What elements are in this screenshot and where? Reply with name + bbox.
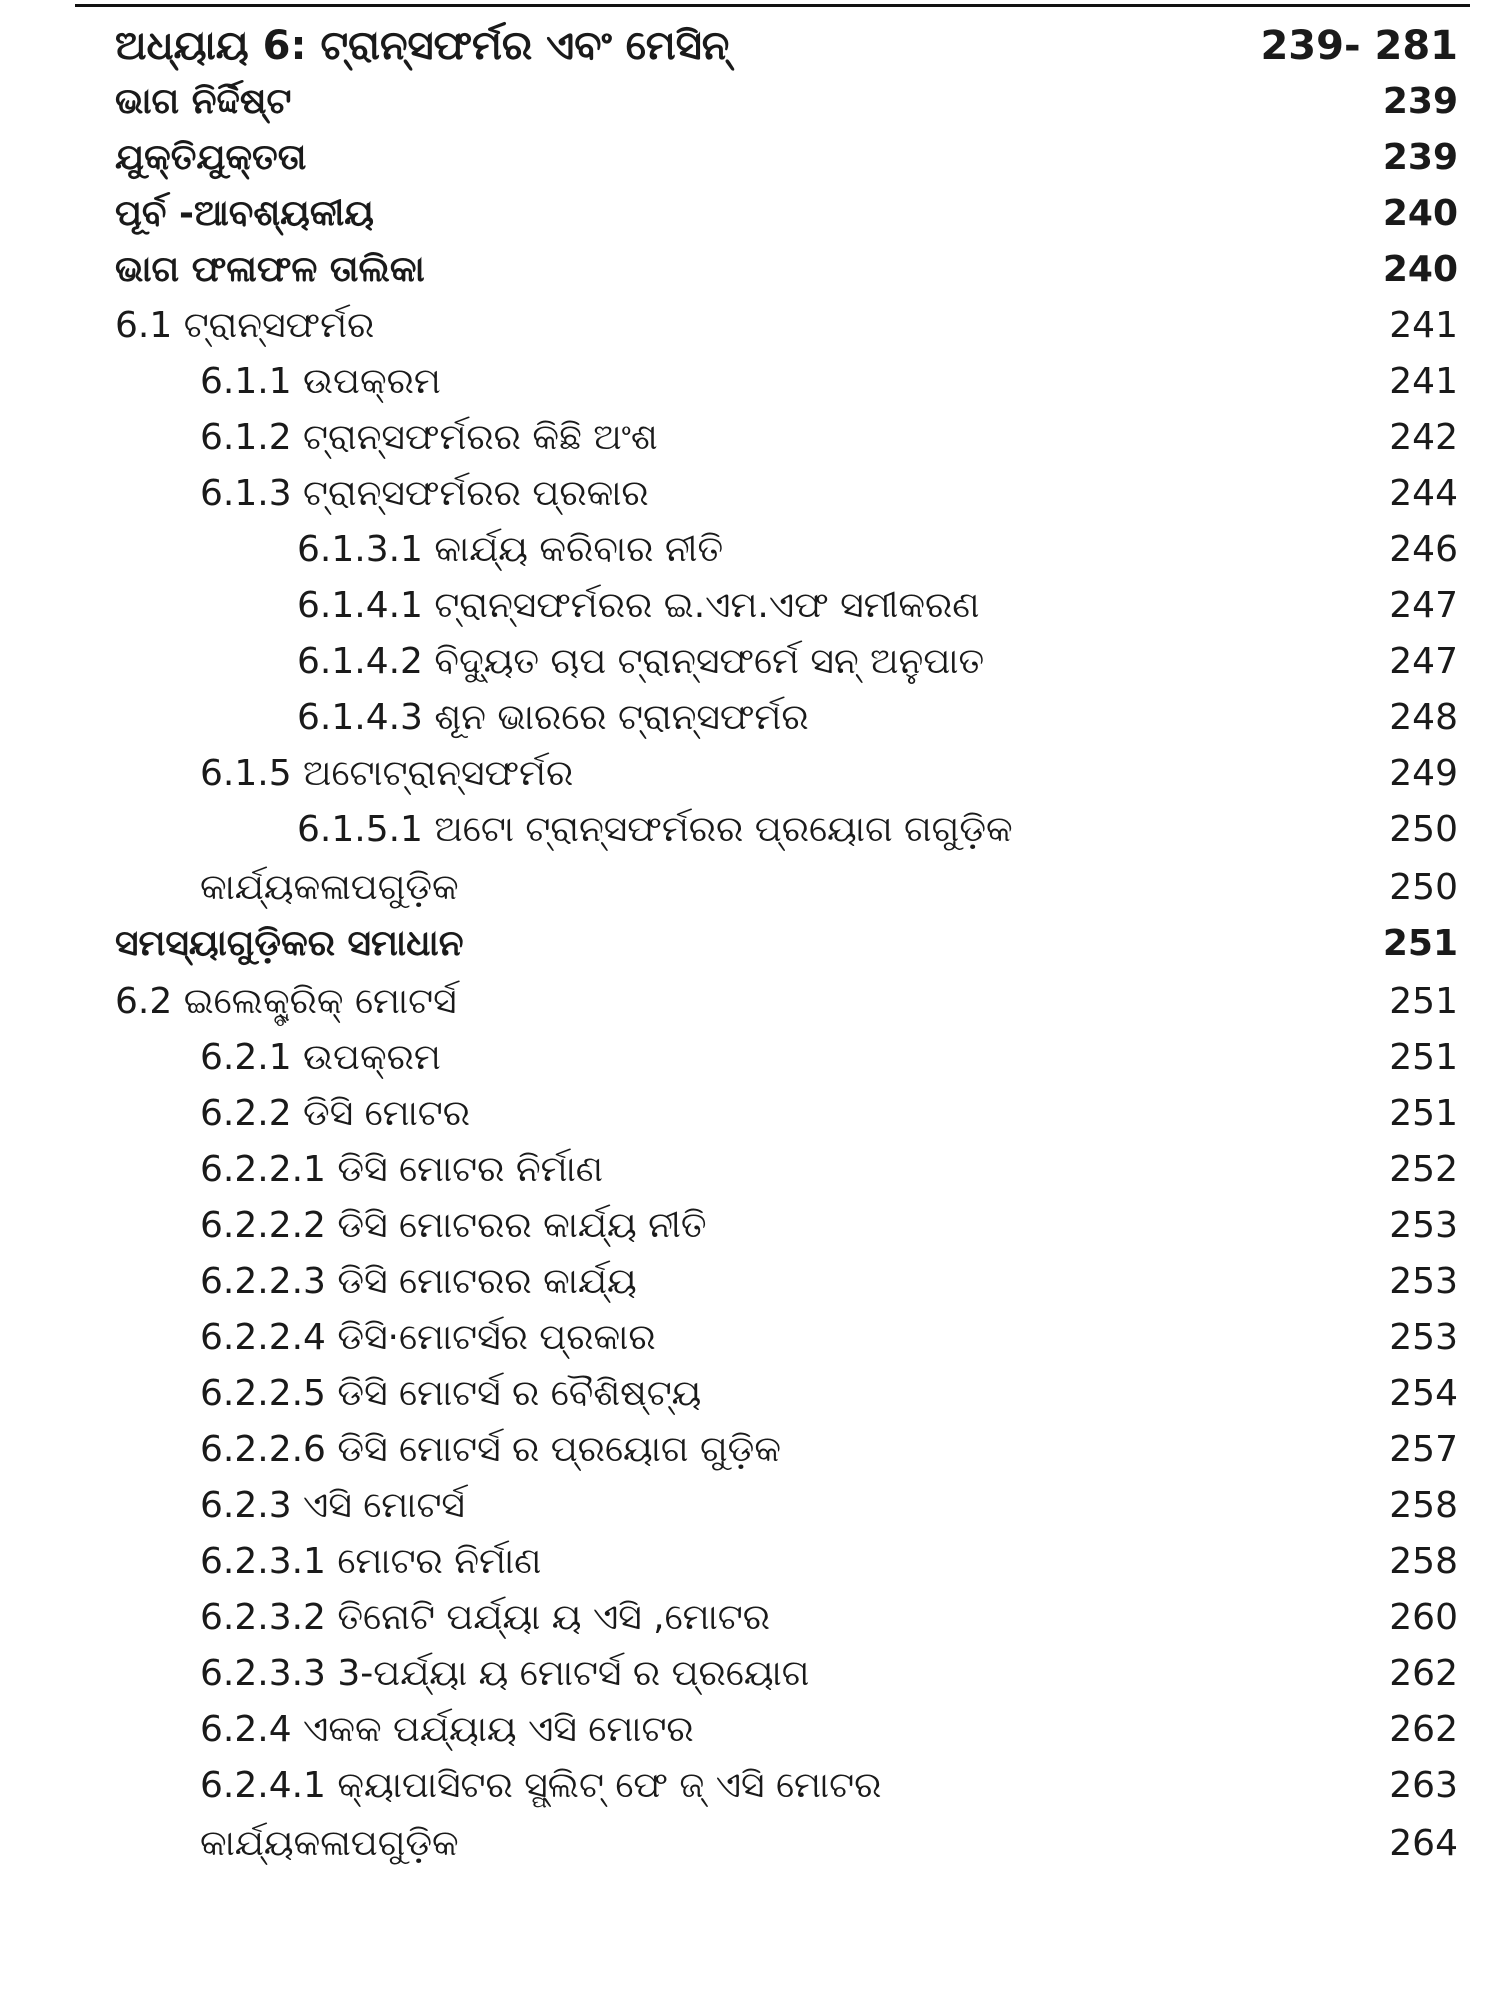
toc-entry <box>0 802 1500 858</box>
toc-entry <box>0 1142 1500 1198</box>
top-rule <box>75 4 1470 7</box>
toc-entry <box>0 1646 1500 1702</box>
toc-entry-label: 6.2.2 ଡିସି ମୋଟର <box>200 1093 471 1134</box>
toc-entry-page: 252 <box>1389 1149 1458 1190</box>
toc-entry <box>0 578 1500 634</box>
toc-entry-page: 258 <box>1389 1541 1458 1582</box>
toc-entry-page: 248 <box>1389 697 1458 738</box>
toc-entry <box>0 634 1500 690</box>
toc-entry-label: 6.2.1 ଉପକ୍ରମ <box>200 1037 441 1078</box>
toc-entry <box>0 130 1500 186</box>
toc-entry-label: ଭାଗ ଫଳାଫଳ ତାଲିକା <box>115 249 425 290</box>
toc-entry-label: 6.2.2.6 ଡିସି ମୋଟର୍ସ ର ପ୍ରୟୋଗ ଗୁଡ଼ିକ <box>200 1429 781 1470</box>
toc-entry-page: 253 <box>1389 1261 1458 1302</box>
toc-entry <box>0 690 1500 746</box>
toc-entry-label: 6.1.4.3 ଶୂନ ଭାରରେ ଟ୍ରାନ୍ସଫର୍ମର <box>297 697 809 738</box>
toc-entry-page: 251 <box>1389 1093 1458 1134</box>
chapter-title: ଅଧ୍ୟାୟ 6: ଟ୍ରାନ୍ସଫର୍ମର ଏବଂ ମେସିନ୍ <box>115 23 730 69</box>
toc-entry <box>0 974 1500 1030</box>
toc-entry-label: ଭାଗ ନିର୍ଦ୍ଦିଷ୍ଟ <box>115 81 292 122</box>
toc-entry-page: 262 <box>1389 1709 1458 1750</box>
toc-entry <box>0 1366 1500 1422</box>
toc-entry-label: 6.1 ଟ୍ରାନ୍ସଫର୍ମର <box>115 305 375 346</box>
toc-entry-label: 6.1.1 ଉପକ୍ରମ <box>200 361 441 402</box>
toc-entry <box>0 916 1500 972</box>
toc-entry-page: 240 <box>1382 249 1458 290</box>
chapter-page-range: 239- 281 <box>1260 23 1458 69</box>
toc-entry <box>0 1702 1500 1758</box>
toc-entry-label: 6.1.4.2 ବିଦ୍ୟୁତ ଚାପ ଟ୍ରାନ୍ସଫର୍ମେ ସନ୍ ଅନୁପାତ <box>297 641 985 682</box>
toc-entry <box>0 1758 1500 1814</box>
toc-entry-page: 254 <box>1389 1373 1458 1414</box>
toc-entry <box>0 1534 1500 1590</box>
toc-entry <box>0 1478 1500 1534</box>
toc-entry-page: 246 <box>1389 529 1458 570</box>
toc-entry-page: 239 <box>1382 81 1458 122</box>
toc-entry-page: 264 <box>1389 1823 1458 1864</box>
toc-entry-label: ପୂର୍ବ -ଆବଶ୍ୟକୀୟ <box>115 193 374 234</box>
toc-entry-label: କାର୍ଯ୍ୟକଳାପଗୁଡ଼ିକ <box>200 1823 459 1864</box>
toc-entry-label: 6.2.2.5 ଡିସି ମୋଟର୍ସ ର ବୈଶିଷ୍ଟ୍ୟ <box>200 1373 702 1414</box>
toc-entry-label: 6.2.2.1 ଡିସି ମୋଟର ନିର୍ମାଣ <box>200 1149 603 1190</box>
toc-entry-page: 244 <box>1389 473 1458 514</box>
toc-entry <box>0 354 1500 410</box>
toc-entry <box>0 860 1500 916</box>
toc-entry-page: 247 <box>1389 641 1458 682</box>
toc-entry-page: 257 <box>1389 1429 1458 1470</box>
toc-entry-page: 249 <box>1389 753 1458 794</box>
toc-entry <box>0 1086 1500 1142</box>
toc-entry-label: 6.2.2.2 ଡିସି ମୋଟରର କାର୍ଯ୍ୟ ନୀତି <box>200 1205 707 1246</box>
toc-entry <box>0 1816 1500 1872</box>
toc-entry-label: 6.2.3.3 3-ପର୍ଯ୍ୟା ୟ ମୋଟର୍ସ ର ପ୍ରୟୋଗ <box>200 1653 810 1694</box>
toc-entry-page: 241 <box>1389 305 1458 346</box>
toc-entry-page: 251 <box>1389 1037 1458 1078</box>
toc-entry-label: 6.2.2.4 ଡିସି·ମୋଟର୍ସର ପ୍ରକାର <box>200 1317 656 1358</box>
toc-entry <box>0 74 1500 130</box>
toc-entry-page: 262 <box>1389 1653 1458 1694</box>
toc-entry <box>0 410 1500 466</box>
toc-entry-label: 6.2.3.2 ତିନୋଟି ପର୍ଯ୍ୟା ୟ ଏସି ,ମୋଟର <box>200 1597 771 1638</box>
toc-entry <box>0 1310 1500 1366</box>
toc-entry <box>0 522 1500 578</box>
toc-entry-label: 6.2.2.3 ଡିସି ମୋଟରର କାର୍ଯ୍ୟ <box>200 1261 637 1302</box>
toc-entry-page: 251 <box>1389 981 1458 1022</box>
toc-entry <box>0 1198 1500 1254</box>
toc-entry-label: 6.1.2 ଟ୍ରାନ୍ସଫର୍ମରର କିଛି ଅଂଶ <box>200 417 658 458</box>
toc-entry-page: 250 <box>1389 809 1458 850</box>
toc-entry-label: 6.1.4.1 ଟ୍ରାନ୍ସଫର୍ମରର ଇ.ଏମ.ଏଫ ସମୀକରଣ <box>297 585 980 626</box>
toc-entry-page: 260 <box>1389 1597 1458 1638</box>
toc-entry <box>0 746 1500 802</box>
toc-entry-label: 6.2.3 ଏସି ମୋଟର୍ସ <box>200 1485 465 1526</box>
toc-entry-page: 247 <box>1389 585 1458 626</box>
toc-entry-page: 258 <box>1389 1485 1458 1526</box>
toc-entry-page: 242 <box>1389 417 1458 458</box>
toc-entry-label: 6.2.3.1 ମୋଟର ନିର୍ମାଣ <box>200 1541 542 1582</box>
toc-entry-page: 253 <box>1389 1317 1458 1358</box>
toc-entry-page: 250 <box>1389 867 1458 908</box>
toc-entry-page: 240 <box>1382 193 1458 234</box>
toc-entry-label: 6.1.3.1 କାର୍ଯ୍ୟ କରିବାର ନୀତି <box>297 529 724 570</box>
toc-entry-label: 6.2.4.1 କ୍ୟାପାସିଟର ସ୍ପ୍ଲିଟ୍ ଫେ ଜ୍ ଏସି ମୋଟର <box>200 1765 882 1806</box>
toc-entry-label: 6.1.3 ଟ୍ରାନ୍ସଫର୍ମରର ପ୍ରକାର <box>200 473 649 514</box>
toc-entry <box>0 466 1500 522</box>
toc-entry-label: ଯୁକ୍ତିଯୁକ୍ତତା <box>115 137 307 178</box>
toc-entry <box>0 298 1500 354</box>
toc-entry <box>0 1254 1500 1310</box>
toc-entry <box>0 1590 1500 1646</box>
toc-entry <box>0 186 1500 242</box>
toc-entry-page: 241 <box>1389 361 1458 402</box>
toc-entry-page: 253 <box>1389 1205 1458 1246</box>
toc-entry-page: 263 <box>1389 1765 1458 1806</box>
toc-entry-label: 6.1.5.1 ଅଟୋ ଟ୍ରାନ୍ସଫର୍ମରର ପ୍ରୟୋଗ ଗଗୁଡ଼ିକ <box>297 809 1013 850</box>
toc-entry-page: 251 <box>1382 923 1458 964</box>
toc-entry-label: 6.2.4 ଏକକ ପର୍ଯ୍ୟାୟ ଏସି ମୋଟର <box>200 1709 694 1750</box>
toc-entry <box>0 1422 1500 1478</box>
toc-entry-page: 239 <box>1382 137 1458 178</box>
toc-entry-label: କାର୍ଯ୍ୟକଳାପଗୁଡ଼ିକ <box>200 867 459 908</box>
toc-entry-label: 6.1.5 ଅଟୋଟ୍ରାନ୍ସଫର୍ମର <box>200 753 574 794</box>
toc-entry <box>0 1030 1500 1086</box>
toc-entry <box>0 242 1500 298</box>
toc-entry-label: ସମସ୍ୟାଗୁଡ଼ିକର ସମାଧାନ <box>115 923 464 964</box>
chapter-heading <box>0 18 1500 74</box>
toc-entry-label: 6.2 ଇଲେକ୍ଟ୍ରିକ୍ ମୋଟର୍ସ <box>115 981 457 1022</box>
